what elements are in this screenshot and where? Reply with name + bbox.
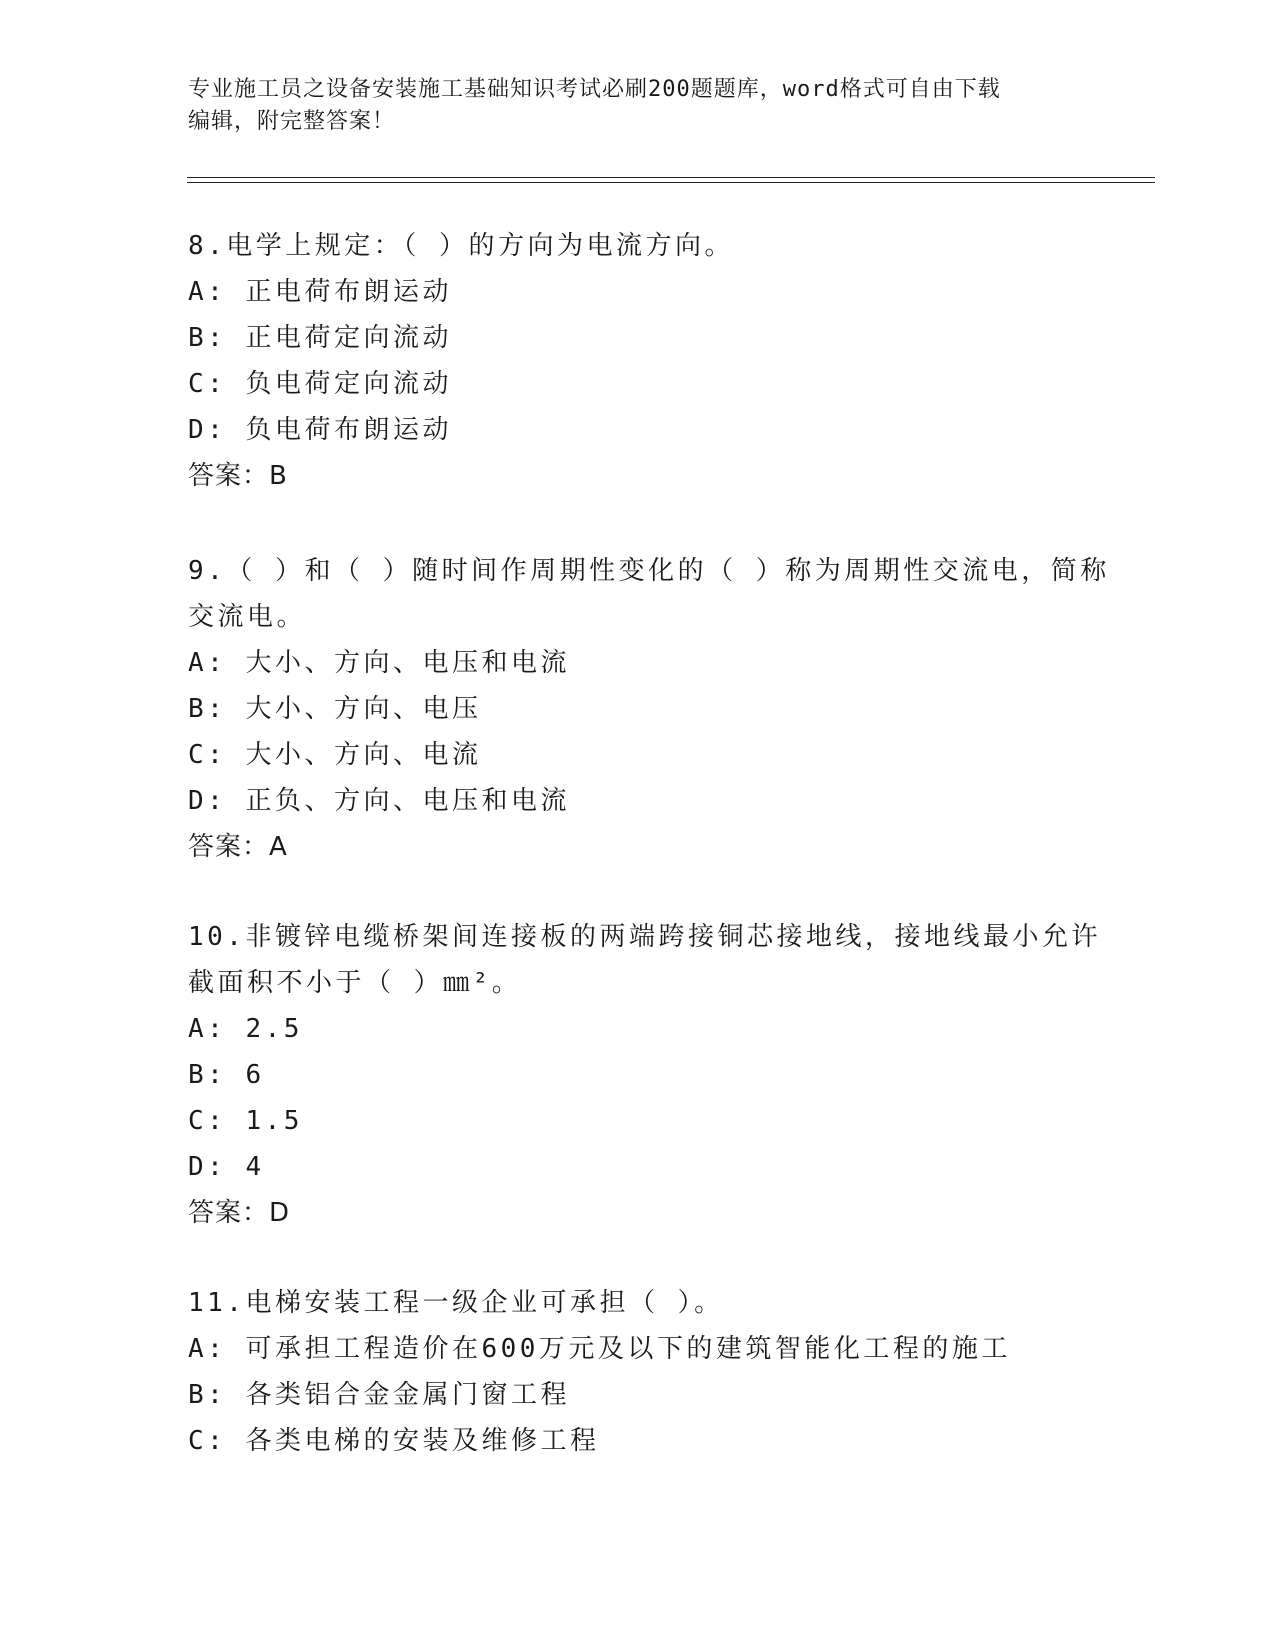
question-stem: 8.电学上规定：（ ）的方向为电流方向。 [188, 231, 734, 261]
header-title-line-1: 专业施工员之设备安装施工基础知识考试必刷200题题库，word格式可自由下载 [188, 77, 1001, 102]
header-divider-bottom [187, 182, 1155, 183]
answer: 答案：A [188, 832, 288, 862]
option-d: D: 负电荷布朗运动 [188, 415, 452, 445]
question-9 [188, 548, 1110, 870]
header-title-line-2: 编辑，附完整答案！ [188, 109, 396, 134]
option-c: C: 1.5 [188, 1106, 303, 1136]
question-stem: 9.（ ）和（ ）随时间作周期性变化的（ ）称为周期性交流电，简称 [188, 556, 1110, 586]
option-b: B: 正电荷定向流动 [188, 323, 452, 353]
option-a: A: 正电荷布朗运动 [188, 277, 452, 307]
question-stem: 11.电梯安装工程一级企业可承担（ ）。 [188, 1288, 724, 1318]
option-b: B: 各类铝合金金属门窗工程 [188, 1380, 570, 1410]
option-a: A: 可承担工程造价在600万元及以下的建筑智能化工程的施工 [188, 1334, 1011, 1364]
option-d: D: 正负、方向、电压和电流 [188, 786, 570, 816]
header-divider-top [187, 177, 1155, 178]
option-b: B: 大小、方向、电压 [188, 694, 482, 724]
question-8 [188, 223, 1088, 499]
question-11 [188, 1280, 1088, 1464]
question-stem: 10.非镀锌电缆桥架间连接板的两端跨接铜芯接地线，接地线最小允许 [188, 922, 1101, 952]
option-c: C: 各类电梯的安装及维修工程 [188, 1426, 600, 1456]
answer: 答案：B [188, 461, 288, 491]
option-d: D: 4 [188, 1152, 265, 1182]
option-a: A: 大小、方向、电压和电流 [188, 648, 570, 678]
question-stem-continued: 交流电。 [188, 602, 307, 632]
question-stem-continued: 截面积不小于（ ）㎜²。 [188, 968, 522, 998]
option-b: B: 6 [188, 1060, 265, 1090]
option-c: C: 负电荷定向流动 [188, 369, 452, 399]
option-c: C: 大小、方向、电流 [188, 740, 482, 770]
document-header [188, 74, 1068, 138]
option-a: A: 2.5 [188, 1014, 303, 1044]
answer: 答案：D [188, 1198, 291, 1228]
question-10 [188, 914, 1101, 1236]
